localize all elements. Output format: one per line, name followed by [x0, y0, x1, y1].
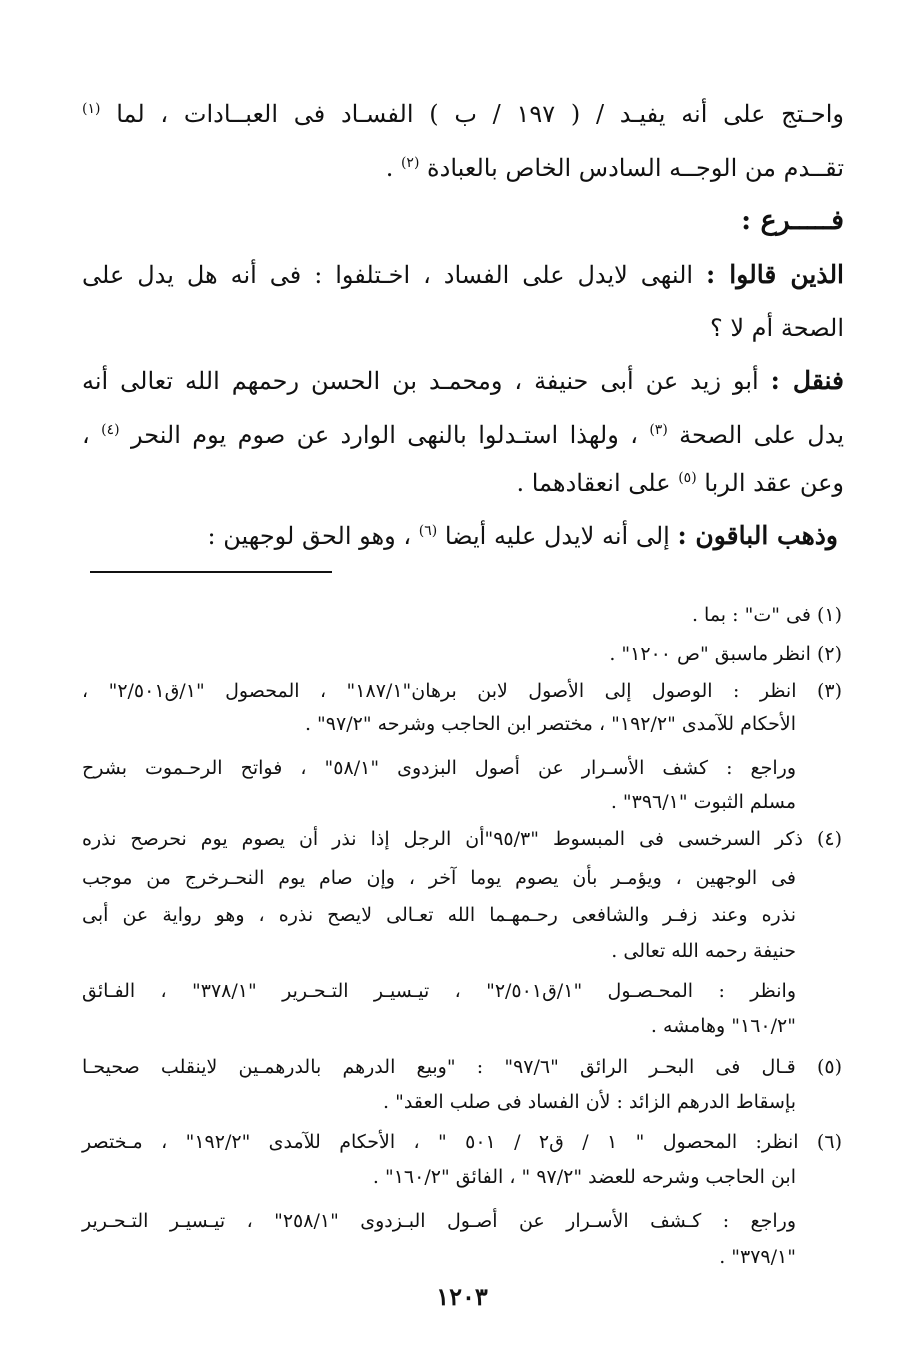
- footnote-ref-5: (٥): [678, 470, 697, 486]
- footnote-2: (٢) انظر ماسبق "ص ١٢٠٠" .: [609, 643, 842, 665]
- footnote-ref-6: (٦): [418, 523, 438, 539]
- footnote-4-line-6: "١٦٠/٢" وهامشه .: [650, 1015, 796, 1037]
- footnote-6-line-1: (٦) انظر: المحصول " ١ / ق٢ / ٥٠١ " ، الأحكام للآمدى "١٩٢/٢" ، مـختصر: [82, 1131, 842, 1153]
- footnote-6-line-3: وراجع : كـشف الأسـرار عن أصـول البـزدوى "٢٥٨/١" ، تيـسيـر التـحـرير: [82, 1210, 797, 1232]
- paragraph-3-lead: فنقل :: [770, 366, 844, 395]
- footnote-3-line-2: الأحكام للآمدى "١٩٢/٢" ، مختصر ابن الحاجب وشرحه "٩٧/٢" .: [304, 713, 796, 735]
- footnote-3-line-4: مسلم الثبوت "٣٩٦/١" .: [610, 791, 796, 813]
- page-number: ١٢٠٣: [436, 1282, 488, 1311]
- footnote-4-line-1: (٤) ذكر السرخسى فى المبسوط "٩٥/٣"أن الرجل إذا نذر أن يصوم يوم نحرصح نذره: [82, 828, 842, 850]
- footnote-5-line-1: (٥) قـال فى البحـر الرائق "٩٧/٦" : "وبيع الدرهم بالدرهمـين لاينقلب صحيحـا: [82, 1056, 842, 1078]
- footnote-1: (١) فى "ت" : بما .: [691, 604, 842, 626]
- paragraph-2-lead: الذين قالوا :: [706, 260, 845, 289]
- paragraph-4-lead: وذهب الباقون :: [677, 521, 838, 550]
- paragraph-2-line-2: الصحة أم لا ؟: [710, 314, 844, 342]
- footnote-6-line-4: "٣٧٩/١" .: [719, 1246, 796, 1268]
- paragraph-3-line-1: فنقل : أبو زيد عن أبى حنيفة ، ومحمـد بن الحسن رحمهم الله تعالى أنه: [82, 366, 844, 395]
- footnote-3-line-1: (٣) انظر : الوصول إلى الأصول لابن برهان"١٨٧/١" ، المحصول "١/ق٢/٥٠١" ،: [82, 680, 842, 702]
- paragraph-1-line-2: تقــدم من الوجــه السادس الخاص بالعبادة $^{(٢)}$ .: [385, 154, 844, 182]
- paragraph-4-line-1: وذهب الباقون : إلى أنه لايدل عليه أيضا $^{(٦)}$ ، وهو الحق لوجهين :: [207, 521, 838, 550]
- footnote-ref-3: (٣): [649, 422, 668, 438]
- paragraph-2-line-1: الذين قالوا : النهى لايدل على الفساد ، اخـتلفوا : فى أنه هل يدل على: [82, 260, 845, 289]
- footnote-4-line-4: حنيفة رحمه الله تعالى .: [611, 940, 796, 962]
- footnote-ref-2: (٢): [400, 155, 420, 171]
- paragraph-1-line-1: واحـتج على أنه يفيـد / ( ١٩٧ / ب ) الفسـاد فى العبــادات ، لما $^{(١)}$: [82, 100, 844, 128]
- footnote-4-line-2: فى الوجهين ، ويؤمـر بأن يصوم يوما آخر ، وإن صام يوم النحـرخرج من موجب: [82, 867, 796, 889]
- footnote-6-line-2: ابن الحاجب وشرحه للعضد "٩٧/٢ " ، الفائق "١٦٠/٢" .: [372, 1166, 796, 1188]
- section-heading: فـــــرع :: [741, 205, 844, 236]
- footnote-5-line-2: بإسقاط الدرهم الزائد : لأن الفساد فى صلب العقد" .: [383, 1091, 796, 1113]
- footnote-ref-1: (١): [82, 101, 101, 117]
- paragraph-3-line-2: يدل على الصحة $^{(٣)}$ ، ولهذا استـدلوا بالنهى الوارد عن صوم يوم النحر $^{(٤)}$ ،: [82, 421, 845, 449]
- footnote-4-line-3: نذره وعند زفـر والشافعى رحـمهـما الله تعـالى لايصح نذره ، وهو رواية عن أبى: [82, 904, 796, 926]
- footnote-divider: [90, 571, 332, 573]
- paragraph-3-line-3: وعن عقد الربا $^{(٥)}$ على انعقادهما .: [516, 469, 844, 497]
- footnote-ref-4: (٤): [101, 422, 120, 438]
- footnote-4-line-5: وانظر : المحـصـول "١/ق٢/٥٠١" ، تيـسيـر التـحـرير "٣٧٨/١" ، الفـائق: [82, 980, 797, 1002]
- footnote-3-line-3: وراجع : كشف الأسـرار عن أصول البزدوى "٥٨/١" ، فواتح الرحـموت بشرح: [82, 757, 797, 779]
